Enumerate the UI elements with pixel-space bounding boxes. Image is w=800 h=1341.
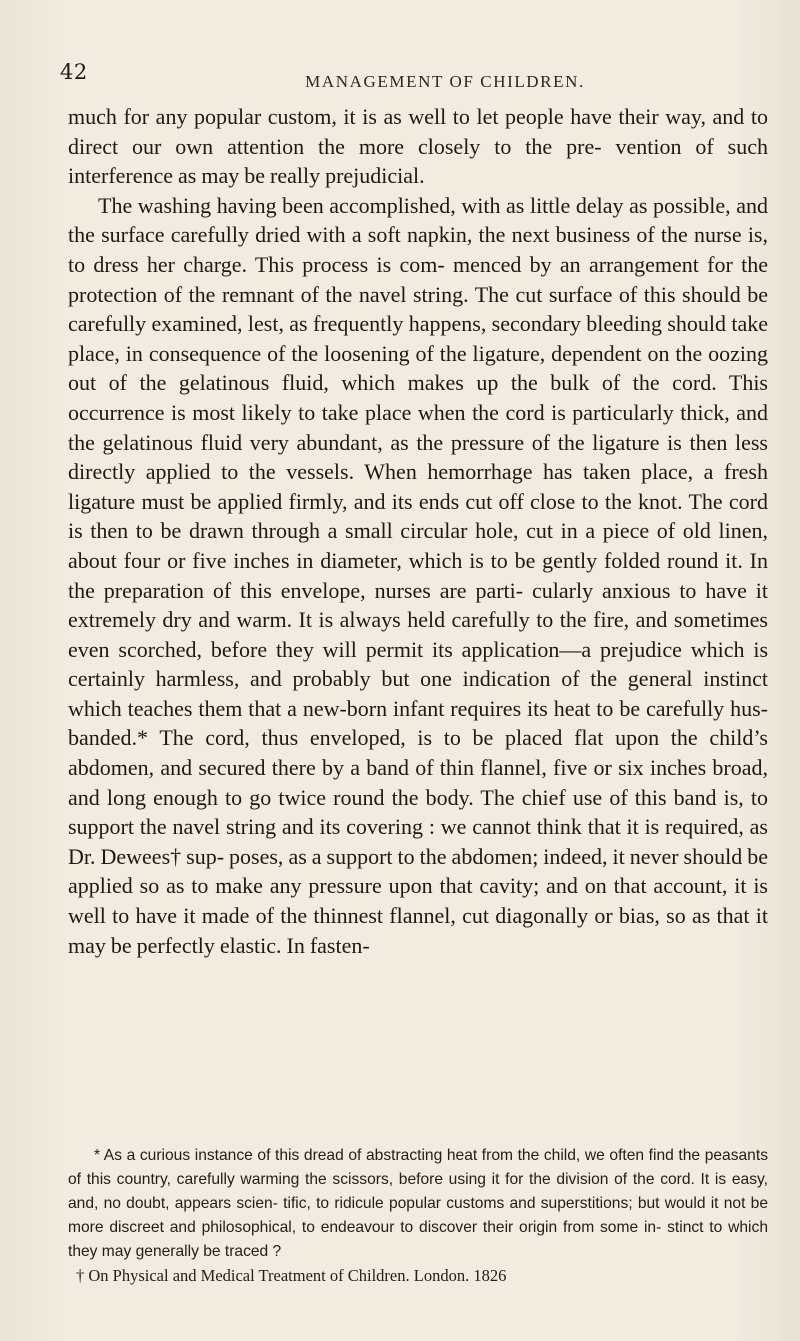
main-text [68, 102, 768, 960]
footnote-asterisk: * As a curious instance of this dread of abstracting heat from the child, we often find the peasants of this country, carefully warming the scissors, before using it for the division of the cord. It is easy, and, no doubt, appears scien- tific, to ridicule popular customs and superstitions; but would it not be more discreet and philosophical, to endeavour to discover their origin from some in- stinct to which they may generally be traced ? [68, 1147, 768, 1260]
footnote-dagger: † On Physical and Medical Treatment of Children. London. 1826 [76, 1266, 507, 1285]
page-number: 42 [60, 60, 88, 84]
paragraph-continued: much for any popular custom, it is as well to let people have their way, and to direct our own attention the more closely to the pre- vention of such interference as may be really prejudicial. [68, 104, 768, 189]
running-title: MANAGEMENT OF CHILDREN. [305, 72, 585, 91]
running-head [60, 62, 780, 92]
paragraph-washing: The washing having been accomplished, with as little delay as possible, and the surface carefully dried with a soft napkin, the next business of the nurse is, to dress her charge. This process is com- menced by an arrangement for the protection of the remnant of the navel string. The cut surface of this should be carefully examined, lest, as frequently happens, secondary bleeding should take place, in consequence of the loosening of the ligature, dependent on the oozing out of the gelatinous fluid, which makes up the bulk of the cord. This occurrence is most likely to take place when the cord is particularly thick, and the gelatinous fluid very abundant, as the pressure of the ligature is then less directly applied to the vessels. When hemorrhage has taken place, a fresh ligature must be applied firmly, and its ends cut off close to the knot. The cord is then to be drawn through a small circular hole, cut in a piece of old linen, about four or five inches in diameter, which is to be gently folded round it. In the preparation of this envelope, nurses are parti- cularly anxious to have it extremely dry and warm. It is always held carefully to the fire, and sometimes even scorched, before they will permit its application—a prejudice which is certainly harmless, and probably but one indication of the general instinct which teaches them that a new-born infant requires its heat to be carefully hus- banded.* The cord, thus enveloped, is to be placed flat upon the child’s abdomen, and secured there by a band of thin flannel, five or six inches broad, and long enough to go twice round the body. The chief use of this band is, to support the navel string and its covering : we cannot think that it is required, as Dr. Dewees† sup- poses, as a support to the abdomen; indeed, it never should be applied so as to make any pressure upon that cavity; and on that account, it is well to have it made of the thinnest flannel, cut diagonally or bias, so as that it may be perfectly elastic. In fasten- [68, 192, 768, 958]
footnotes [68, 1144, 768, 1288]
